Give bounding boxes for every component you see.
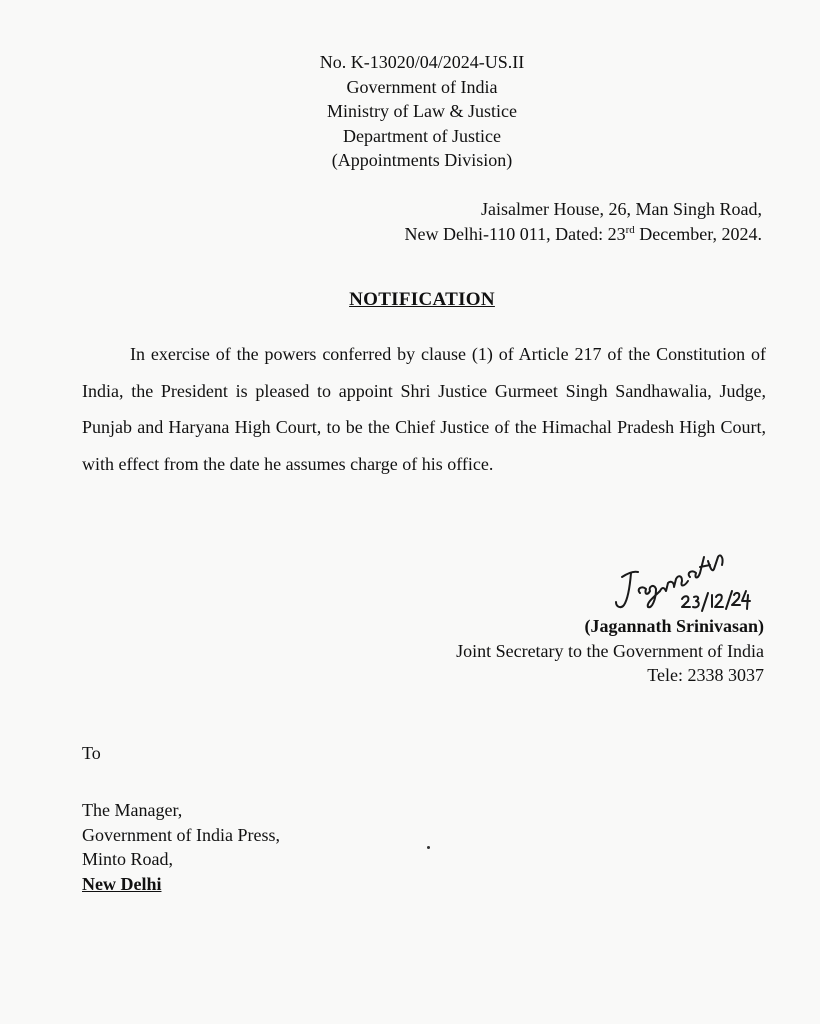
government-name: Government of India bbox=[346, 76, 498, 97]
signatory-designation: Joint Secretary to the Government of India bbox=[456, 640, 764, 661]
ministry-name: Ministry of Law & Justice bbox=[327, 101, 517, 121]
address-date-prefix: New Delhi-110 011, Dated: 23 bbox=[404, 223, 626, 244]
notification-body: In exercise of the powers conferred by clause (1) of Article 217 of the Constitution of India, the President is pleased to appoint Shri Justice Gurmeet Singh Sandhawalia, Judge, Punjab and Haryana High Court, to be the Chief Justice of the Himachal Pradesh High Court, with effect from the date he assumes charge of his office. bbox=[82, 344, 766, 474]
notification-title: NOTIFICATION bbox=[349, 289, 495, 310]
address-line-1: Jaisalmer House, 26, Man Singh Road, bbox=[481, 199, 762, 219]
date-day-suffix: rd bbox=[625, 223, 635, 236]
letterhead bbox=[0, 50, 820, 173]
to-label: To bbox=[82, 743, 101, 763]
signatory-name: (Jagannath Srinivasan) bbox=[584, 616, 764, 636]
address-line-2 bbox=[404, 222, 762, 247]
file-number: No. K-13020/04/2024-US.II bbox=[319, 52, 525, 72]
signature-block bbox=[456, 614, 764, 688]
recipient-city: New Delhi bbox=[82, 873, 162, 894]
scan-speck bbox=[427, 846, 430, 849]
signatory-telephone: Tele: 2338 3037 bbox=[647, 665, 764, 685]
recipient-line-2: Government of India Press, bbox=[82, 824, 280, 845]
handwritten-signature bbox=[604, 547, 764, 619]
recipient-address bbox=[82, 798, 280, 896]
division-name: (Appointments Division) bbox=[331, 150, 513, 170]
recipient-line-1: The Manager, bbox=[82, 800, 183, 820]
office-address bbox=[404, 197, 762, 246]
recipient-line-3: Minto Road, bbox=[82, 849, 174, 869]
address-date-suffix: December, 2024. bbox=[634, 223, 762, 244]
department-name: Department of Justice bbox=[343, 125, 501, 146]
